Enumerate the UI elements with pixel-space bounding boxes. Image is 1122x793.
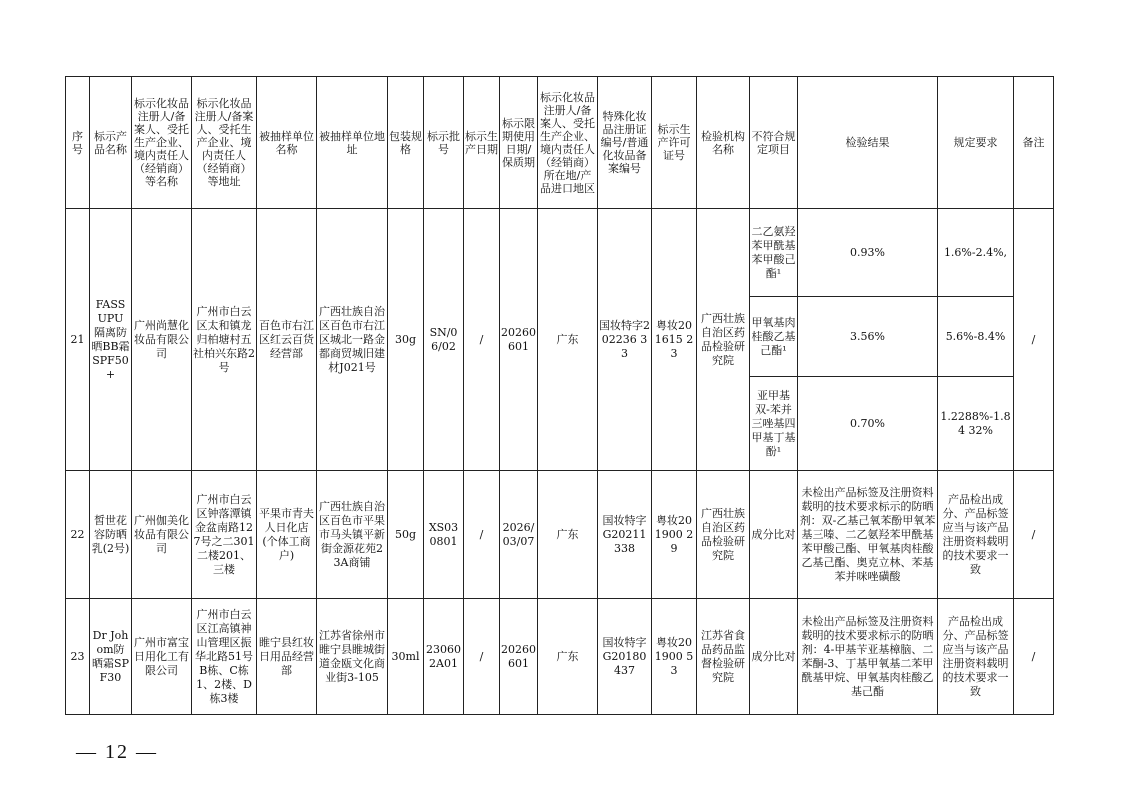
lab-name: 广西壮族自治区药品检验研究院 (697, 471, 750, 599)
header-cell-region: 标示化妆品注册人/备案人、受托生产企业、境内责任人（经销商）所在地/产品进口地区 (538, 77, 598, 209)
package-size: 30g (388, 209, 424, 471)
inspection-results-table (65, 76, 1054, 715)
package-size: 30ml (388, 599, 424, 715)
requirement: 产品检出成分、产品标签应当与该产品注册资料载明的技术要求一致 (938, 471, 1014, 599)
header-cell-product: 标示产品名称 (90, 77, 132, 209)
header-cell-company: 标示化妆品注册人/备案人、受托生产企业、境内责任人（经销商）等名称 (132, 77, 192, 209)
company-name: 广州市富宝日用化工有限公司 (132, 599, 192, 715)
product-name: Dr Johom防晒霜SPF30 (90, 599, 132, 715)
sampled-address: 江苏省徐州市睢宁县睢城街道金瓯文化商业街3-105 (317, 599, 388, 715)
remark: / (1014, 599, 1054, 715)
sampled-unit: 百色市右江区红云百货经营部 (257, 209, 317, 471)
company-address: 广州市白云区江高镇神山管理区振华北路51号B栋、C栋1、2楼、D栋3楼 (192, 599, 257, 715)
failed-item: 成分比对 (750, 599, 798, 715)
license-no: 粤妆201615 23 (652, 209, 697, 471)
expiry-date: 20260601 (500, 209, 538, 471)
production-date: / (464, 209, 500, 471)
requirement: 1.6%-2.4%, (938, 209, 1014, 297)
registration-no: 国妆特字202236 33 (598, 209, 652, 471)
requirement: 1.2288%-1.84 32% (938, 377, 1014, 471)
lab-name: 广西壮族自治区药品检验研究院 (697, 209, 750, 471)
company-address: 广州市白云区太和镇龙归柏塘村五社柏兴东路2号 (192, 209, 257, 471)
registration-no: 国妆特字G20180 437 (598, 599, 652, 715)
table-row (66, 599, 1054, 715)
page-number: — 12 — (76, 741, 158, 763)
sampled-unit: 睢宁县红妆日用品经营部 (257, 599, 317, 715)
header-cell-sampled-unit: 被抽样单位名称 (257, 77, 317, 209)
lab-name: 江苏省食品药品监督检验研究院 (697, 599, 750, 715)
table-row (66, 209, 1054, 297)
test-result: 未检出产品标签及注册资料载明的技术要求标示的防晒剂：4-甲基苄亚基樟脑、二苯酮-3、丁基甲氧基二苯甲酰基甲烷、甲氧基肉桂酸乙基己酯 (798, 599, 938, 715)
row-no: 21 (66, 209, 90, 471)
batch-no: 23060 2A01 (424, 599, 464, 715)
license-no: 粤妆201900 29 (652, 471, 697, 599)
test-result: 未检出产品标签及注册资料载明的技术要求标示的防晒剂：双-乙基己氧苯酚甲氧苯基三嗪、二乙氨羟苯甲酰基苯甲酸己酯、甲氧基肉桂酸乙基己酯、奥克立林、苯基苯并咪唑磺酸 (798, 471, 938, 599)
region: 广东 (538, 209, 598, 471)
header-cell-no: 序号 (66, 77, 90, 209)
registration-no: 国妆特字G20211 338 (598, 471, 652, 599)
production-date: / (464, 471, 500, 599)
header-cell-requirement: 规定要求 (938, 77, 1014, 209)
header-row (66, 77, 1054, 209)
expiry-date: 20260601 (500, 599, 538, 715)
failed-item: 二乙氨羟苯甲酰基苯甲酸己酯¹ (750, 209, 798, 297)
product-name: FASS UPU 隔离防晒BB霜SPF50+ (90, 209, 132, 471)
header-cell-lab: 检验机构名称 (697, 77, 750, 209)
sampled-unit: 平果市青夫人日化店(个体工商户) (257, 471, 317, 599)
row-no: 22 (66, 471, 90, 599)
header-cell-license: 标示生产许可证号 (652, 77, 697, 209)
remark: / (1014, 471, 1054, 599)
remark: / (1014, 209, 1054, 471)
company-name: 广州伽美化妆品有限公司 (132, 471, 192, 599)
license-no: 粤妆201900 53 (652, 599, 697, 715)
header-cell-remark: 备注 (1014, 77, 1054, 209)
row-no: 23 (66, 599, 90, 715)
header-cell-sampled-address: 被抽样单位地址 (317, 77, 388, 209)
header-cell-expiry: 标示限期使用日期/保质期 (500, 77, 538, 209)
requirement: 产品检出成分、产品标签应当与该产品注册资料载明的技术要求一致 (938, 599, 1014, 715)
sampled-address: 广西壮族自治区百色市平果市马头镇平新街金源花苑23A商铺 (317, 471, 388, 599)
header-cell-company-address: 标示化妆品注册人/备案人、受托生产企业、境内责任人（经销商）等地址 (192, 77, 257, 209)
batch-no: XS03 0801 (424, 471, 464, 599)
failed-item: 成分比对 (750, 471, 798, 599)
expiry-date: 2026/ 03/07 (500, 471, 538, 599)
test-result: 0.70% (798, 377, 938, 471)
production-date: / (464, 599, 500, 715)
batch-no: SN/06/02 (424, 209, 464, 471)
table-row (66, 471, 1054, 599)
failed-item: 亚甲基双-苯并三唑基四甲基丁基酚¹ (750, 377, 798, 471)
sampled-address: 广西壮族自治区百色市右江区城北一路金都商贸城旧建材J021号 (317, 209, 388, 471)
company-address: 广州市白云区钟落潭镇金盆南路127号之二301二楼201、三楼 (192, 471, 257, 599)
header-cell-result: 检验结果 (798, 77, 938, 209)
region: 广东 (538, 599, 598, 715)
product-name: 皙世花容防晒乳(2号) (90, 471, 132, 599)
header-cell-registration: 特殊化妆品注册证编号/普通化妆品备案编号 (598, 77, 652, 209)
failed-item: 甲氧基肉桂酸乙基己酯¹ (750, 297, 798, 377)
package-size: 50g (388, 471, 424, 599)
test-result: 3.56% (798, 297, 938, 377)
header-cell-item: 不符合规定项目 (750, 77, 798, 209)
test-result: 0.93% (798, 209, 938, 297)
company-name: 广州尚慧化妆品有限公司 (132, 209, 192, 471)
requirement: 5.6%-8.4% (938, 297, 1014, 377)
header-cell-batch: 标示批号 (424, 77, 464, 209)
region: 广东 (538, 471, 598, 599)
header-cell-production-date: 标示生产日期 (464, 77, 500, 209)
header-cell-package: 包装规格 (388, 77, 424, 209)
